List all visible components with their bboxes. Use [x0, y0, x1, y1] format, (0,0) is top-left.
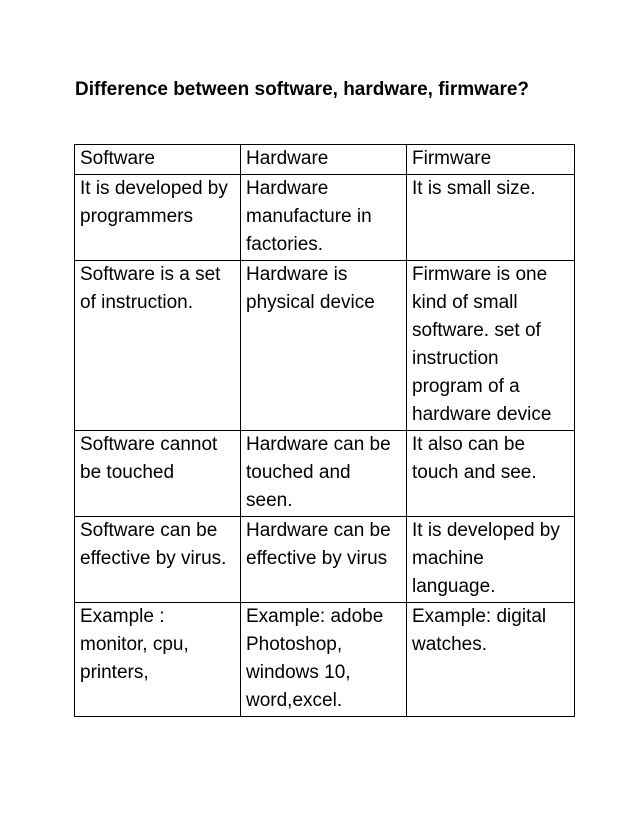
table-row	[75, 175, 575, 261]
header-cell-firmware: Firmware	[407, 145, 575, 175]
table-row	[75, 261, 575, 431]
table-header-row	[75, 145, 575, 175]
table-cell: It also can be touch and see.	[407, 431, 575, 517]
table-cell: Hardware manufacture in factories.	[241, 175, 407, 261]
page-title: Difference between software, hardware, firmware?	[75, 79, 530, 100]
table-row	[75, 517, 575, 603]
table-cell: Example: adobe Photoshop, windows 10, word,excel.	[241, 603, 407, 717]
table-cell: Example : monitor, cpu, printers,	[75, 603, 241, 717]
comparison-table	[74, 144, 575, 717]
table-cell: Hardware can be effective by virus	[241, 517, 407, 603]
header-cell-hardware: Hardware	[241, 145, 407, 175]
table-row	[75, 431, 575, 517]
table-cell: Software cannot be touched	[75, 431, 241, 517]
table-cell: Example: digital watches.	[407, 603, 575, 717]
table-cell: Software can be effective by virus.	[75, 517, 241, 603]
table-cell: It is small size.	[407, 175, 575, 261]
table-cell: Software is a set of instruction.	[75, 261, 241, 431]
table-cell: It is developed by machine language.	[407, 517, 575, 603]
table-cell: Firmware is one kind of small software. set of instruction program of a hardware device	[407, 261, 575, 431]
table-row	[75, 603, 575, 717]
header-cell-software: Software	[75, 145, 241, 175]
table-cell: Hardware can be touched and seen.	[241, 431, 407, 517]
table-cell: It is developed by programmers	[75, 175, 241, 261]
table-cell: Hardware is physical device	[241, 261, 407, 431]
